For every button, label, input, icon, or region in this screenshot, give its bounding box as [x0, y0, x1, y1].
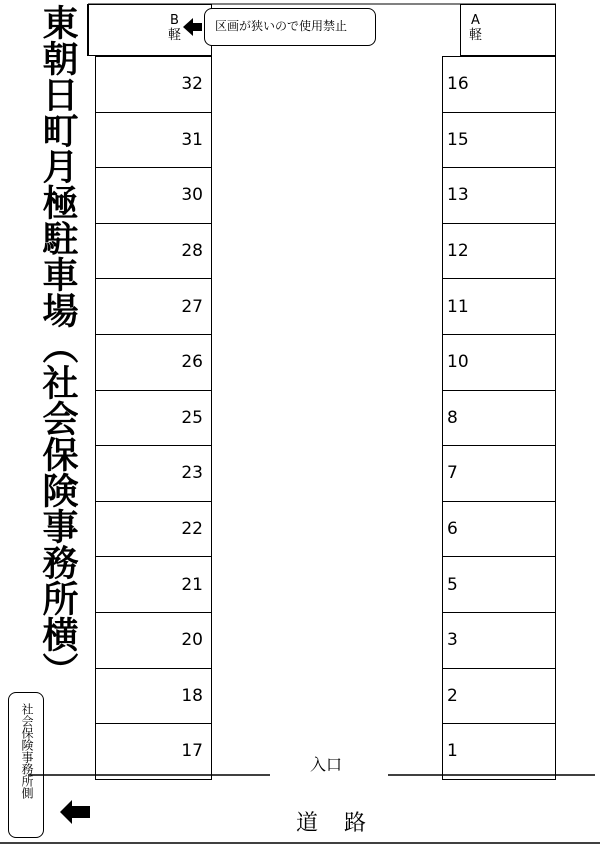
left-stall: [95, 556, 212, 613]
right-stall: [442, 612, 556, 669]
right-stall: [442, 445, 556, 502]
stall-number: 28: [181, 241, 203, 262]
page-title: 東朝日町月極駐車場（社会保険事務所横）: [37, 4, 78, 688]
slot-a: [460, 4, 556, 56]
stall-number: 26: [181, 352, 203, 373]
slot-a-type: 軽: [469, 28, 483, 43]
stall-number: 5: [447, 574, 458, 595]
stall-number: 25: [181, 407, 203, 428]
slot-b-type: 軽: [167, 28, 181, 43]
stall-number: 20: [181, 630, 203, 651]
stall-number: 2: [447, 685, 458, 706]
notice-box: [204, 8, 376, 46]
left-stall: [95, 723, 212, 780]
stall-number: 10: [447, 352, 469, 373]
stall-number: 31: [181, 129, 203, 150]
slot-b-letter: B: [170, 13, 179, 28]
entrance-label: 入口: [310, 755, 343, 774]
right-stall: [442, 723, 556, 780]
stall-number: 21: [181, 574, 203, 595]
slot-b: [88, 4, 212, 56]
stall-number: 3: [447, 630, 458, 651]
stall-number: 8: [447, 407, 458, 428]
right-stall: [442, 501, 556, 558]
side-label-box: [8, 692, 44, 838]
left-arrow-icon: [60, 800, 90, 824]
stall-number: 16: [447, 74, 469, 95]
stall-number: 15: [447, 129, 469, 150]
stall-number: 23: [181, 463, 203, 484]
stall-number: 13: [447, 185, 469, 206]
right-stall: [442, 668, 556, 725]
stall-number: 11: [447, 296, 469, 317]
left-stall: [95, 223, 212, 280]
stall-number: 30: [181, 185, 203, 206]
stall-number: 1: [447, 741, 458, 762]
stall-number: 7: [447, 463, 458, 484]
right-stall: [442, 390, 556, 447]
left-stall: [95, 668, 212, 725]
left-stall: [95, 445, 212, 502]
right-stall: [442, 56, 556, 113]
slot-a-letter: A: [471, 13, 480, 28]
left-stall: [95, 390, 212, 447]
stall-number: 18: [181, 685, 203, 706]
left-stall: [95, 112, 212, 169]
right-stall: [442, 278, 556, 335]
left-stall: [95, 56, 212, 113]
left-stall: [95, 612, 212, 669]
road-label: 道 路: [296, 811, 369, 836]
right-stall: [442, 223, 556, 280]
stall-number: 6: [447, 519, 458, 540]
left-stall: [95, 167, 212, 224]
left-stall: [95, 501, 212, 558]
stall-number: 12: [447, 241, 469, 262]
right-stall: [442, 556, 556, 613]
right-stall: [442, 167, 556, 224]
stall-number: 22: [181, 519, 203, 540]
stall-number: 27: [181, 296, 203, 317]
notice-text: 区画が狭いので使用禁止: [215, 19, 348, 33]
side-label-text: 社会保険事務所側: [20, 703, 34, 799]
stall-number: 17: [181, 741, 203, 762]
left-stall: [95, 278, 212, 335]
right-stall: [442, 112, 556, 169]
stall-number: 32: [181, 74, 203, 95]
right-stall: [442, 334, 556, 391]
left-stall: [95, 334, 212, 391]
